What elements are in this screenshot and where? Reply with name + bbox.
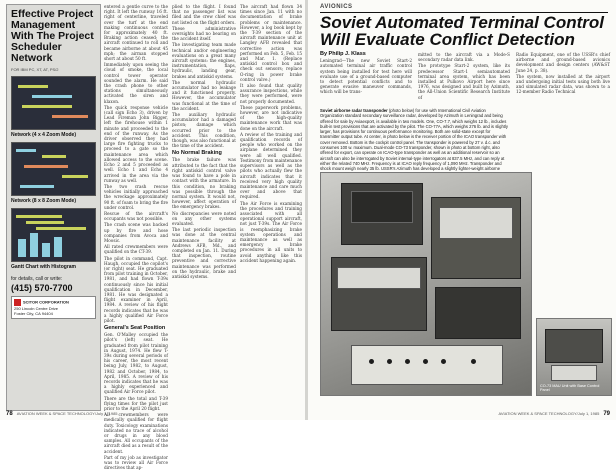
ad-shot3-caption: Gantt Chart with Histogram <box>11 264 77 270</box>
cockpit-control-panel <box>351 345 503 385</box>
ad-company-address1: 250 Lincoln Centre Drive <box>14 306 59 311</box>
paragraph: entered a gentle curve to the right. It left the runway 16 ft. right of centerline, traveled over the turf at the end making continuous contact for approximately 40 ft. Braking action ceased; the aircraft continued to roll and became airborne at about 45 mph; the airman stopped short at about 50 ft. <box>104 4 168 62</box>
ad-shot1-caption: Network (4 x 4 Zoom Mode) <box>11 132 77 138</box>
ad-phone-number: (415) 570-7700 <box>11 283 73 293</box>
panel-knob <box>441 359 446 364</box>
ad-headline: Effective Project Management With The Project Scheduler Network <box>11 8 94 64</box>
paragraph: The auxiliary hydraulic accumulator had a damaged piston; damage which occurred prior to the accident. This condition, though, was also functional at the time of the accident. <box>172 112 236 149</box>
panel-knob <box>387 359 392 364</box>
paragraph: It also found that quality assurance inspections, while they were performed, were not properly documented. <box>240 83 302 104</box>
paragraph: Part of my job as investigator was to review all Air Force directives that ap- <box>104 454 168 471</box>
paragraph: Gen. O'Malley occupied the pilot's (left) seat. He graduated from pilot training in August, 1974. He flew T-39s during several periods of his career, the most recent being July, 1982, to August, 1982 and October, 1984, to April, 1985. A review of his records indicates that he was a highly experienced and qualified Air Force pilot. <box>104 332 168 395</box>
paragraph: Radio Equipment, one of the USSR's chief airborne and ground-based avionics development and design centers (AW&ST June 24, p. 38). <box>516 52 610 73</box>
power-unit <box>435 287 521 339</box>
folio-text: AVIATION WEEK & SPACE TECHNOLOGY/July 1, 1985 <box>16 411 118 416</box>
co73-control-panel <box>551 365 597 381</box>
co73-unit-photo <box>536 318 612 396</box>
ad-call-text: for details, call or write: <box>11 276 63 282</box>
paragraph: No discrepancies were noted on any other systems evaluated. <box>172 210 236 226</box>
right-column-3 <box>516 52 610 96</box>
paragraph: All rated crewmembers were qualified on the CT-39. <box>104 244 168 255</box>
paragraph: mitted to the aircraft via a Mode-S secondary radar data link. <box>418 52 510 63</box>
paragraph: The Air Force is examining the procedures and training associated with all operational support aircraft, not just T-39s. The Air Force is reemphasizing brake system operations and maintenance as well as emergency brake procedures in all units to avoid anything like this accident happening again. <box>240 200 302 263</box>
byline: By Philip J. Klass <box>320 51 366 57</box>
paragraph: The aircraft had flown 34 times since Jan. 11 with no documentation of brake problems or maintenance. However, a log book kept by the T-39 section of the aircraft maintenance unit at Langley AFB revealed that corrective action was performed on Feb. 5, Feb. 15 and Mar. 1. (Replace antiskid control box and check out sensors; replace O-ring in power brake control valve.) <box>240 4 302 82</box>
unit-screen <box>351 191 413 223</box>
paragraph: Rescue of the aircraft's occupants was not possible. <box>104 210 168 222</box>
paragraph: The investigating team made technical and/or engineering evaluations on a great many aircraft systems: the engines, instrumentation, flaps, hydraulic, landing gear, brakes and antiskid systems. <box>172 42 236 79</box>
right-column-2 <box>418 52 510 101</box>
panel-knob <box>471 359 476 364</box>
right-column-1 <box>320 52 412 96</box>
ad-company-address2: Foster City, CA 94404 <box>14 311 53 316</box>
case-panel <box>337 267 421 289</box>
paragraph: The crash scene was backed up by fire and hose companies from Avoca and Moosic. <box>104 222 168 243</box>
paragraph: plied to the flight. I found that no passenger list was filed and the crew chief was not listed on the flight orders. <box>172 4 236 25</box>
panel-knob <box>369 359 374 364</box>
panel-knob <box>423 359 428 364</box>
transponder-photo <box>320 172 532 396</box>
paragraph: A review of the training and qualification records of people who worked on the airplane determined they were all well qualified. Testimony from maintenance supervisors as well as the pilots who actually flew the aircraft indicates that it received very high quality maintenance and care much over and above that required. <box>240 131 302 200</box>
ad-screenshot-gantt <box>11 208 96 262</box>
left-page <box>0 0 306 471</box>
caption-body: (photo below) for use with International Civil Aviation Organization standard secondary surveillance radar, developed by Azimuth in Leningrad and being offered for sale by Aviaexport, is available in two models. One, CO-7.7, which weighs 12 lb., includes built-in test provisions that are activated by the pilot. The CO-77A, which weighs 276 lb. and is slightly larger, has provisions for continuous performance monitoring. Both are solid-state except for transmitter output tube. At center, in photo below is the receiver portion of the ICAO transponder with cover removed. Bottom is the cockpit control panel. The transponder is powered by 27 v. d.c. and consumes 100 w. maximum. Dual-mode CO-73 transponder, shown in photo at bottom right, also offered for export, can operate on ICAO-type transponder as well as an additional reservoir so an aircraft can also be interrogated by Soviet internal-type interrogators at 837.5 MHz, and can reply at either the related 740 MHz. Frequency is at ICAO reply frequency of 1,090 MHz. Transponder and shock mount weigh nearly 35 lb. USSR's Azimuth has developed a slightly lighter-weight airborne <box>320 108 508 172</box>
ad-company-block <box>11 296 96 319</box>
ad-version-note: FOR IBM PC, XT, AT, PS/2 <box>11 67 59 72</box>
ad-shot2-caption: Network (8 x 8 Zoom Mode) <box>11 198 77 204</box>
paragraph: The system, now installed at the airport and undergoing initial tests using both live and simulated radar data, was shown to a 12-member Radio Technical <box>516 73 610 95</box>
company-logo-icon <box>14 299 21 306</box>
paragraph: The normal hydraulic accumulator had no leakage and it functioned properly. However, the accumulator was functional at the time of the accident. <box>172 79 236 111</box>
receiver-panel <box>439 207 513 239</box>
paragraph: The quick response vehicle (call sign Echo 3), driven by Lead Fireman John Bigger, left the firehouse within 1 minute and proceeded to the end of the runway. As the driver observed they had large fire fighting trucks to proceed to a gate so the maintenance area which allowed access to the scene. Echo 2 and 5 proceeded as well. Echo 1 and Echo 4 arrived in the area via the runway as well. <box>104 104 168 183</box>
paragraph: These paperwork problems, however, are not indicative of the high-quality maintenance work that was done on the aircraft. <box>240 104 302 131</box>
paragraph: These administrative oversights had no bearing on the accident itself. <box>172 25 236 42</box>
subhead: General's Seat Position <box>104 325 166 332</box>
paragraph: Leningrad—The new Soviet Start-2 automated terminal air traffic control system being installed for test here will evaluate use of a ground-based computer to detect potential conflicts and to generate evasive maneuver commands, which will be trans- <box>320 58 412 95</box>
left-column-1 <box>104 4 168 471</box>
paragraph: All crewmembers were medically qualified for flight duty. Toxicology examinations indicated no trace of alcohol or drugs in any blood samples. All occupants of the aircraft died as a result of the accident. <box>104 412 168 454</box>
page-number: 78 <box>6 411 13 417</box>
ad-screenshot-network-4x4 <box>11 76 96 130</box>
paragraph: The last periodic inspection was done at the central maintenance facility at Andrews AFB, Md., and completed on Jan. 11. During that inspection, routine preventive and corrective maintenance was performed on the hydraulic, brake and antiskid systems. <box>172 227 236 279</box>
page-number: 79 <box>603 411 610 417</box>
paragraph: The pilot in command, Capt. Haugh, occupied the copilot's (or right) seat. He graduated from pilot training in October, 1981, and had flown T-39s continuously since his initial qualification in December, 1981. He was designated a flight examiner in April, 1984. A review of his flight records indicates that he was a highly qualified Air Force pilot. <box>104 255 168 323</box>
paragraph: The prototype Start-2 system, like its predecessor Start-1 semiautomated terminal area system, which has been installed at Pulkovo Airport here since 1976, was designed and built by Azimuth, the All-Union Scientific Research Institute of <box>418 63 510 100</box>
co73-unit <box>545 329 603 363</box>
left-folio <box>6 411 118 417</box>
panel-knob <box>405 359 410 364</box>
paragraph: The two crash rescue vehicles initially approached the wreckage approximately 90 ft. of foam to bring the fire under control. <box>104 183 168 210</box>
paragraph: There are the total and T-39 flying times for the pilot just prior to the April 20 flight. <box>104 395 168 412</box>
ad-company-name: SCITOR CORPORATION <box>23 299 69 305</box>
left-column-3 <box>240 4 302 264</box>
right-folio <box>498 411 610 417</box>
paragraph: The brake failure was attributed to the fact that the right antiskid control valve was found to have a pole in contact with the armature. In this condition, no braking was possible through the normal system. It would not, however, affect operation of the emergency brakes. <box>172 157 236 210</box>
subhead: No Normal Braking <box>172 150 222 157</box>
right-page <box>308 0 616 420</box>
paragraph: Immediately upon seeing the cloud of smoke, the local control tower operator sounded the alarm. He said the crash phone to other stations simultaneously activated the siren and klaxon. <box>104 62 168 104</box>
software-advertisement <box>6 4 101 411</box>
article-headline: Soviet Automated Terminal Control Will Evaluate Conflict Detection <box>320 13 604 49</box>
folio-text: AVIATION WEEK & SPACE TECHNOLOGY/July 1, 1985 <box>498 411 600 416</box>
photo2-caption: CO-73 MAU Unit with Base Control Panel <box>540 384 600 392</box>
caption-lead: Soviet airborne radar transponder <box>320 108 388 113</box>
section-kicker: AVIONICS <box>320 4 353 10</box>
left-column-2 <box>172 4 236 280</box>
ad-screenshot-network-8x8 <box>11 142 96 196</box>
